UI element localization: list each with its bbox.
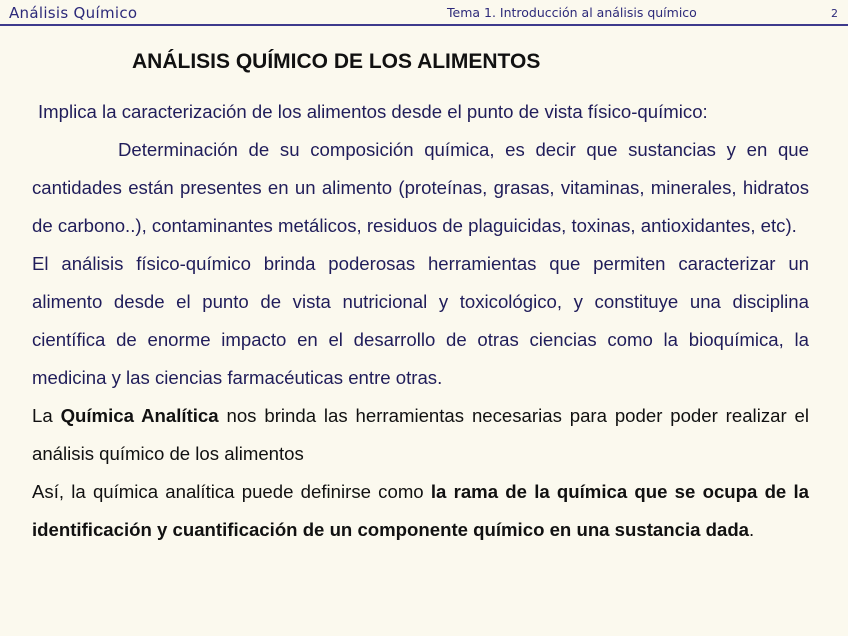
definition-prefix: Así, la química analítica puede definirse como [32,481,431,502]
analytical-chemistry-paragraph [32,397,809,473]
analytical-chemistry-term: Química Analítica [60,405,219,426]
slide-title: ANÁLISIS QUÍMICO DE LOS ALIMENTOS [132,50,541,73]
definition-text: la rama de la química que se ocupa de la identificación y cuantificación de un componente químico en una sustancia dada [32,481,809,540]
page-number: 2 [831,7,838,20]
la-prefix: La [32,405,61,426]
header-course-title: Análisis Químico [9,4,138,22]
definition-suffix: . [749,519,755,540]
header-topic-title: Tema 1. Introducción al análisis químico [447,5,697,20]
slide-header [0,0,848,26]
intro-paragraph: Implica la caracterización de los alimentos desde el punto de vista físico-químico: [38,101,708,122]
composition-paragraph: Determinación de su composición química, es decir que sustancias y en que cantidades están presentes en un alimento (proteínas, grasas, vitaminas, minerales, hidratos de carbono..), contaminantes metálicos, residuos de plaguicidas, toxinas, antioxidantes, etc). [32,139,809,236]
slide-body [32,93,809,549]
definition-paragraph [32,473,809,549]
la-suffix: nos brinda las herramientas necesarias para poder poder realizar el análisis químico de los alimentos [32,405,809,464]
tools-paragraph: El análisis físico-químico brinda poderosas herramientas que permiten caracterizar un alimento desde el punto de vista nutricional y toxicológico, y constituye una disciplina científica de enorme impacto en el desarrollo de otras ciencias como la bioquímica, la medicina y las ciencias farmacéuticas entre otras. [32,253,809,388]
